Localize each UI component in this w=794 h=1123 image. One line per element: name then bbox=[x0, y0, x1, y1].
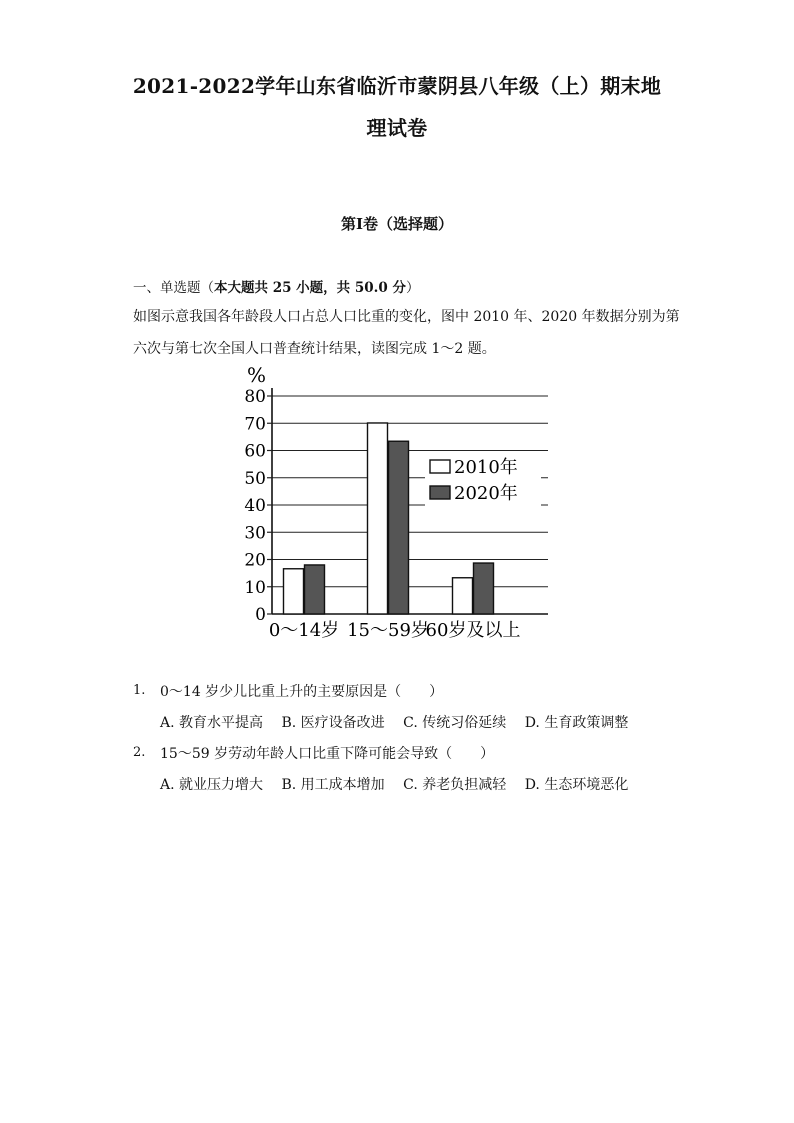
chart-legend-swatch bbox=[430, 460, 450, 473]
section-title: 第I卷（选择题） bbox=[340, 215, 454, 233]
chart-y-tick-label: 30 bbox=[244, 523, 266, 544]
chart-legend-label: 2020年 bbox=[454, 483, 518, 504]
intro-text-line-2: 六次与第七次全国人口普查统计结果，读图完成 1～2 题。 bbox=[133, 341, 496, 357]
chart-bar-2020-2 bbox=[474, 563, 494, 614]
question-type-header bbox=[133, 276, 419, 296]
chart-y-tick-label: 20 bbox=[244, 550, 266, 571]
exam-title-line-1: 2021-2022学年山东省临沂市蒙阴县八年级（上）期末地 bbox=[132, 74, 662, 98]
question-1-options bbox=[160, 712, 642, 732]
question-2-option-d[interactable]: D. 生态环境恶化 bbox=[524, 777, 629, 793]
chart-legend-swatch bbox=[430, 486, 450, 499]
question-2-text: 15～59 岁劳动年龄人口比重下降可能会导致（ ） bbox=[160, 746, 495, 762]
chart-bar-2020-0 bbox=[305, 565, 325, 614]
chart-bar-2010-2 bbox=[453, 578, 473, 614]
question-1-number: 1. bbox=[133, 683, 146, 698]
chart-y-tick-label: 70 bbox=[244, 414, 266, 435]
chart-bar-2010-1 bbox=[368, 423, 388, 614]
question-type-detail: 本大题共 25 小题，共 50.0 分 bbox=[214, 280, 406, 296]
chart-x-tick-label: 15～59岁 bbox=[347, 620, 429, 641]
chart-bar-2010-0 bbox=[284, 569, 304, 614]
chart-y-tick-label: 80 bbox=[244, 387, 266, 407]
chart-legend-label: 2010年 bbox=[454, 457, 518, 478]
question-1-option-c[interactable]: C. 传统习俗延续 bbox=[403, 715, 507, 731]
chart-y-tick-label: 50 bbox=[244, 468, 266, 489]
question-1-option-d[interactable]: D. 生育政策调整 bbox=[524, 715, 629, 731]
question-1-text: 0～14 岁少儿比重上升的主要原因是（ ） bbox=[160, 684, 444, 700]
question-2-option-c[interactable]: C. 养老负担减轻 bbox=[403, 777, 507, 793]
question-2-options bbox=[160, 774, 642, 794]
question-2-number: 2. bbox=[133, 745, 146, 760]
question-2-option-a[interactable]: A. 就业压力增大 bbox=[160, 777, 264, 793]
population-bar-chart bbox=[230, 360, 560, 645]
question-1-option-a[interactable]: A. 教育水平提高 bbox=[160, 715, 264, 731]
chart-y-tick-label: 60 bbox=[244, 441, 266, 462]
chart-y-tick-label: 0 bbox=[255, 605, 266, 625]
intro-text-line-1: 如图示意我国各年龄段人口占总人口比重的变化，图中 2010 年、2020 年数据分别为第 bbox=[133, 309, 680, 325]
question-type-suffix: ） bbox=[405, 280, 420, 296]
exam-title-line-2: 理试卷 bbox=[366, 116, 428, 140]
chart-y-tick-label: 10 bbox=[244, 577, 266, 598]
question-type-prefix: 一、单选题（ bbox=[133, 280, 214, 296]
question-1-option-b[interactable]: B. 医疗设备改进 bbox=[281, 715, 385, 731]
chart-x-tick-label: 0～14岁 bbox=[268, 620, 340, 641]
question-2-option-b[interactable]: B. 用工成本增加 bbox=[281, 777, 385, 793]
chart-y-axis-label: % bbox=[247, 363, 267, 387]
chart-bar-2020-1 bbox=[389, 441, 409, 614]
chart-y-tick-label: 40 bbox=[244, 496, 266, 516]
chart-x-tick-label: 60岁及以上 bbox=[425, 620, 521, 641]
